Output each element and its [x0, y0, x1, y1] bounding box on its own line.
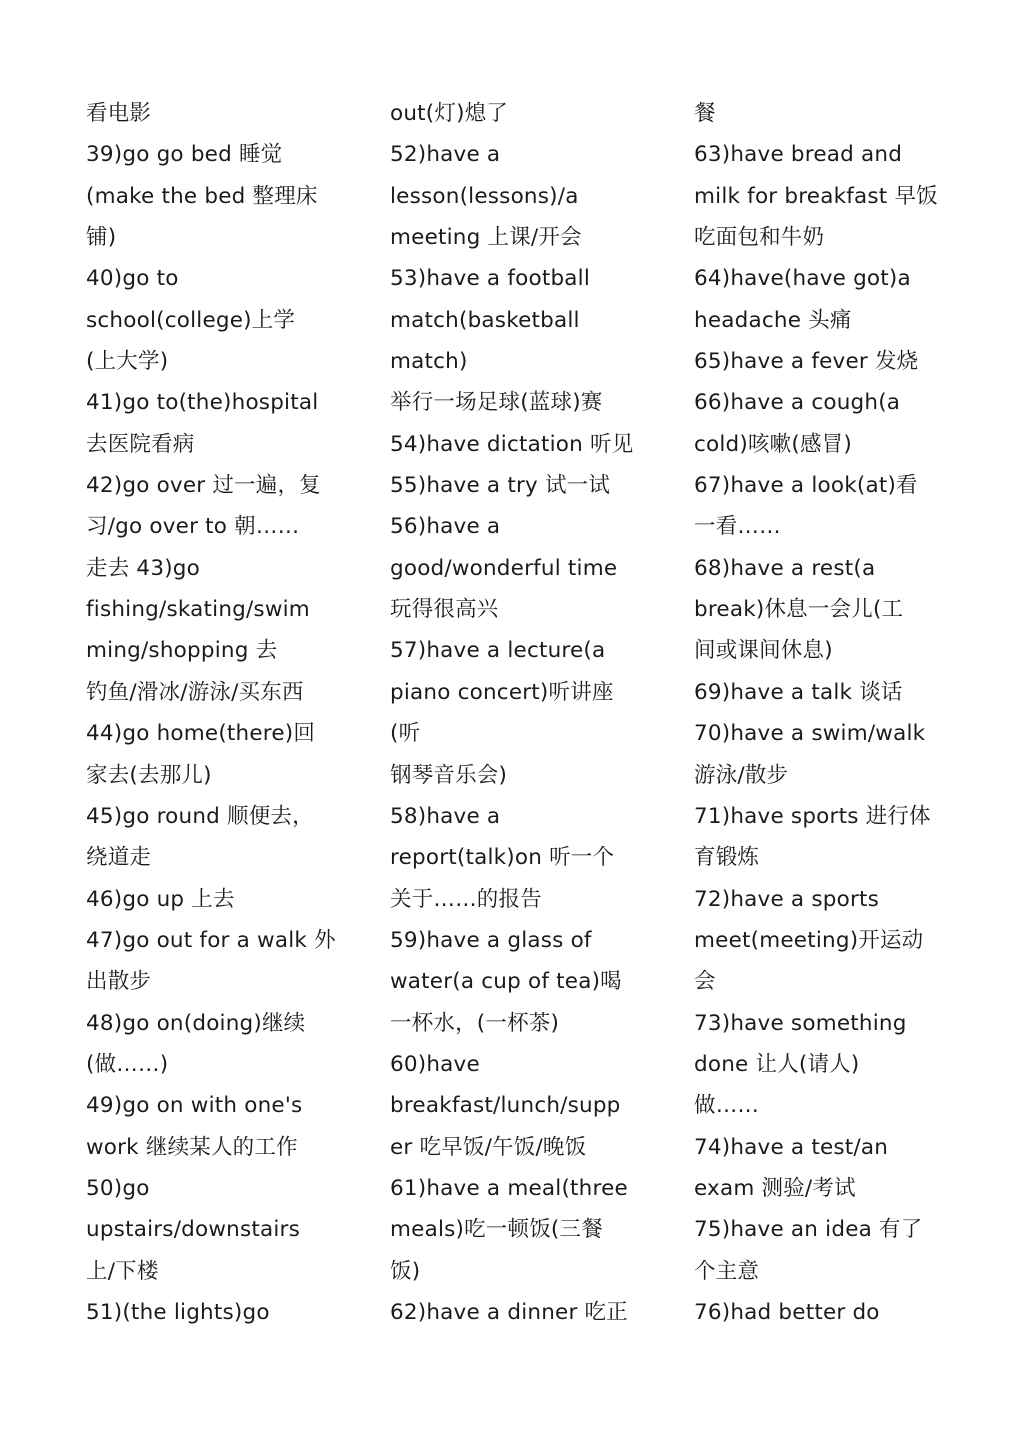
- text-line: 饭): [390, 1258, 421, 1284]
- text-line: 52)have a: [390, 142, 501, 168]
- text-line: 62)have a dinner 吃正: [390, 1299, 628, 1325]
- text-line: 75)have an idea 有了: [694, 1217, 923, 1243]
- text-line: 49)go on with one's: [86, 1093, 303, 1119]
- text-line: ming/shopping 去: [86, 638, 278, 664]
- text-line: break)休息一会儿(工: [694, 597, 904, 623]
- text-line: 游泳/散步: [694, 762, 789, 788]
- text-line: 举行一场足球(蓝球)赛: [390, 390, 603, 416]
- text-line: (做……): [86, 1051, 169, 1077]
- text-line: milk for breakfast 早饭: [694, 183, 938, 209]
- text-line: cold)咳嗽(感冒): [694, 431, 852, 457]
- text-line: 70)have a swim/walk: [694, 721, 926, 747]
- text-line: 56)have a: [390, 514, 501, 540]
- text-line: 一杯水，(一杯茶): [390, 1010, 560, 1036]
- text-line: done 让人(请人): [694, 1051, 860, 1077]
- text-line: 个主意: [694, 1258, 760, 1284]
- text-line: 41)go to(the)hospital: [86, 390, 319, 416]
- text-line: 67)have a look(at)看: [694, 473, 918, 499]
- text-line: (上大学): [86, 349, 169, 375]
- text-line: work 继续某人的工作: [86, 1134, 298, 1160]
- text-line: 51)(the lights)go: [86, 1299, 270, 1325]
- text-line: 73)have something: [694, 1010, 907, 1036]
- text-line: 72)have a sports: [694, 886, 880, 912]
- text-line: 一看……: [694, 514, 781, 540]
- text-line: headache 头痛: [694, 307, 852, 333]
- text-line: 42)go over 过一遍，复: [86, 473, 321, 499]
- text-line: 去医院看病: [86, 431, 195, 457]
- text-line: 54)have dictation 听见: [390, 431, 634, 457]
- text-line: 45)go round 顺便去，: [86, 803, 314, 829]
- text-line: (听: [390, 721, 421, 747]
- text-line: 39)go go bed 睡觉: [86, 142, 283, 168]
- text-line: match): [390, 349, 468, 375]
- text-line: 48)go on(doing)继续: [86, 1010, 306, 1036]
- text-line: 53)have a football: [390, 266, 591, 292]
- text-line: 上/下楼: [86, 1258, 159, 1284]
- text-line: out(灯)熄了: [390, 101, 509, 126]
- text-line: 关于……的报告: [390, 886, 542, 912]
- text-line: 育锻炼: [694, 845, 760, 871]
- text-line: 家去(去那儿): [86, 762, 212, 788]
- text-line: 47)go out for a walk 外: [86, 927, 336, 953]
- text-line: meet(meeting)开运动: [694, 927, 924, 953]
- text-line: school(college)上学: [86, 307, 296, 333]
- text-line: exam 测验/考试: [694, 1175, 856, 1201]
- text-line: breakfast/lunch/supp: [390, 1093, 621, 1119]
- text-line: 看电影: [86, 101, 152, 126]
- text-line: 出散步: [86, 969, 152, 995]
- text-line: 61)have a meal(three: [390, 1175, 628, 1201]
- text-line: meals)吃一顿饭(三餐: [390, 1217, 603, 1243]
- text-line: lesson(lessons)/a: [390, 183, 579, 209]
- text-line: 间或课间休息): [694, 638, 833, 664]
- text-line: 钢琴音乐会): [390, 762, 508, 788]
- text-line: 钓鱼/滑冰/游泳/买东西: [86, 679, 304, 705]
- text-line: upstairs/downstairs: [86, 1217, 300, 1243]
- column-2: [390, 93, 690, 1333]
- text-line: 74)have a test/an: [694, 1134, 889, 1160]
- text-line: 71)have sports 进行体: [694, 803, 931, 829]
- text-line: piano concert)听讲座: [390, 679, 614, 705]
- text-line: 63)have bread and: [694, 142, 903, 168]
- column-3: [694, 93, 994, 1333]
- text-line: 50)go: [86, 1175, 150, 1201]
- text-line: 68)have a rest(a: [694, 555, 876, 581]
- text-line: 习/go over to 朝……: [86, 514, 300, 540]
- text-line: 69)have a talk 谈话: [694, 679, 903, 705]
- text-line: 走去 43)go: [86, 555, 200, 581]
- text-line: (make the bed 整理床: [86, 183, 318, 209]
- text-line: 铺): [86, 225, 117, 251]
- text-line: 59)have a glass of: [390, 927, 592, 953]
- text-line: 46)go up 上去: [86, 886, 235, 912]
- text-line: 57)have a lecture(a: [390, 638, 606, 664]
- text-line: 绕道走: [86, 845, 152, 871]
- text-line: 44)go home(there)回: [86, 721, 316, 747]
- text-line: 做……: [694, 1093, 760, 1119]
- text-line: fishing/skating/swim: [86, 597, 310, 623]
- text-line: 64)have(have got)a: [694, 266, 911, 292]
- text-line: 60)have: [390, 1051, 480, 1077]
- text-line: good/wonderful time: [390, 555, 618, 581]
- column-1: [86, 93, 386, 1333]
- text-line: 65)have a fever 发烧: [694, 349, 919, 375]
- text-line: 会: [694, 969, 716, 995]
- text-line: 55)have a try 试一试: [390, 473, 611, 499]
- text-line: report(talk)on 听一个: [390, 845, 615, 871]
- text-line: meeting 上课/开会: [390, 225, 582, 251]
- text-line: 66)have a cough(a: [694, 390, 901, 416]
- text-line: 58)have a: [390, 803, 501, 829]
- text-line: 玩得很高兴: [390, 597, 499, 623]
- text-line: 76)had better do: [694, 1299, 880, 1325]
- text-line: er 吃早饭/午饭/晚饭: [390, 1134, 587, 1160]
- text-line: match(basketball: [390, 307, 580, 333]
- text-line: 餐: [694, 101, 716, 126]
- text-line: 吃面包和牛奶: [694, 225, 825, 251]
- text-line: water(a cup of tea)喝: [390, 969, 622, 995]
- text-line: 40)go to: [86, 266, 179, 292]
